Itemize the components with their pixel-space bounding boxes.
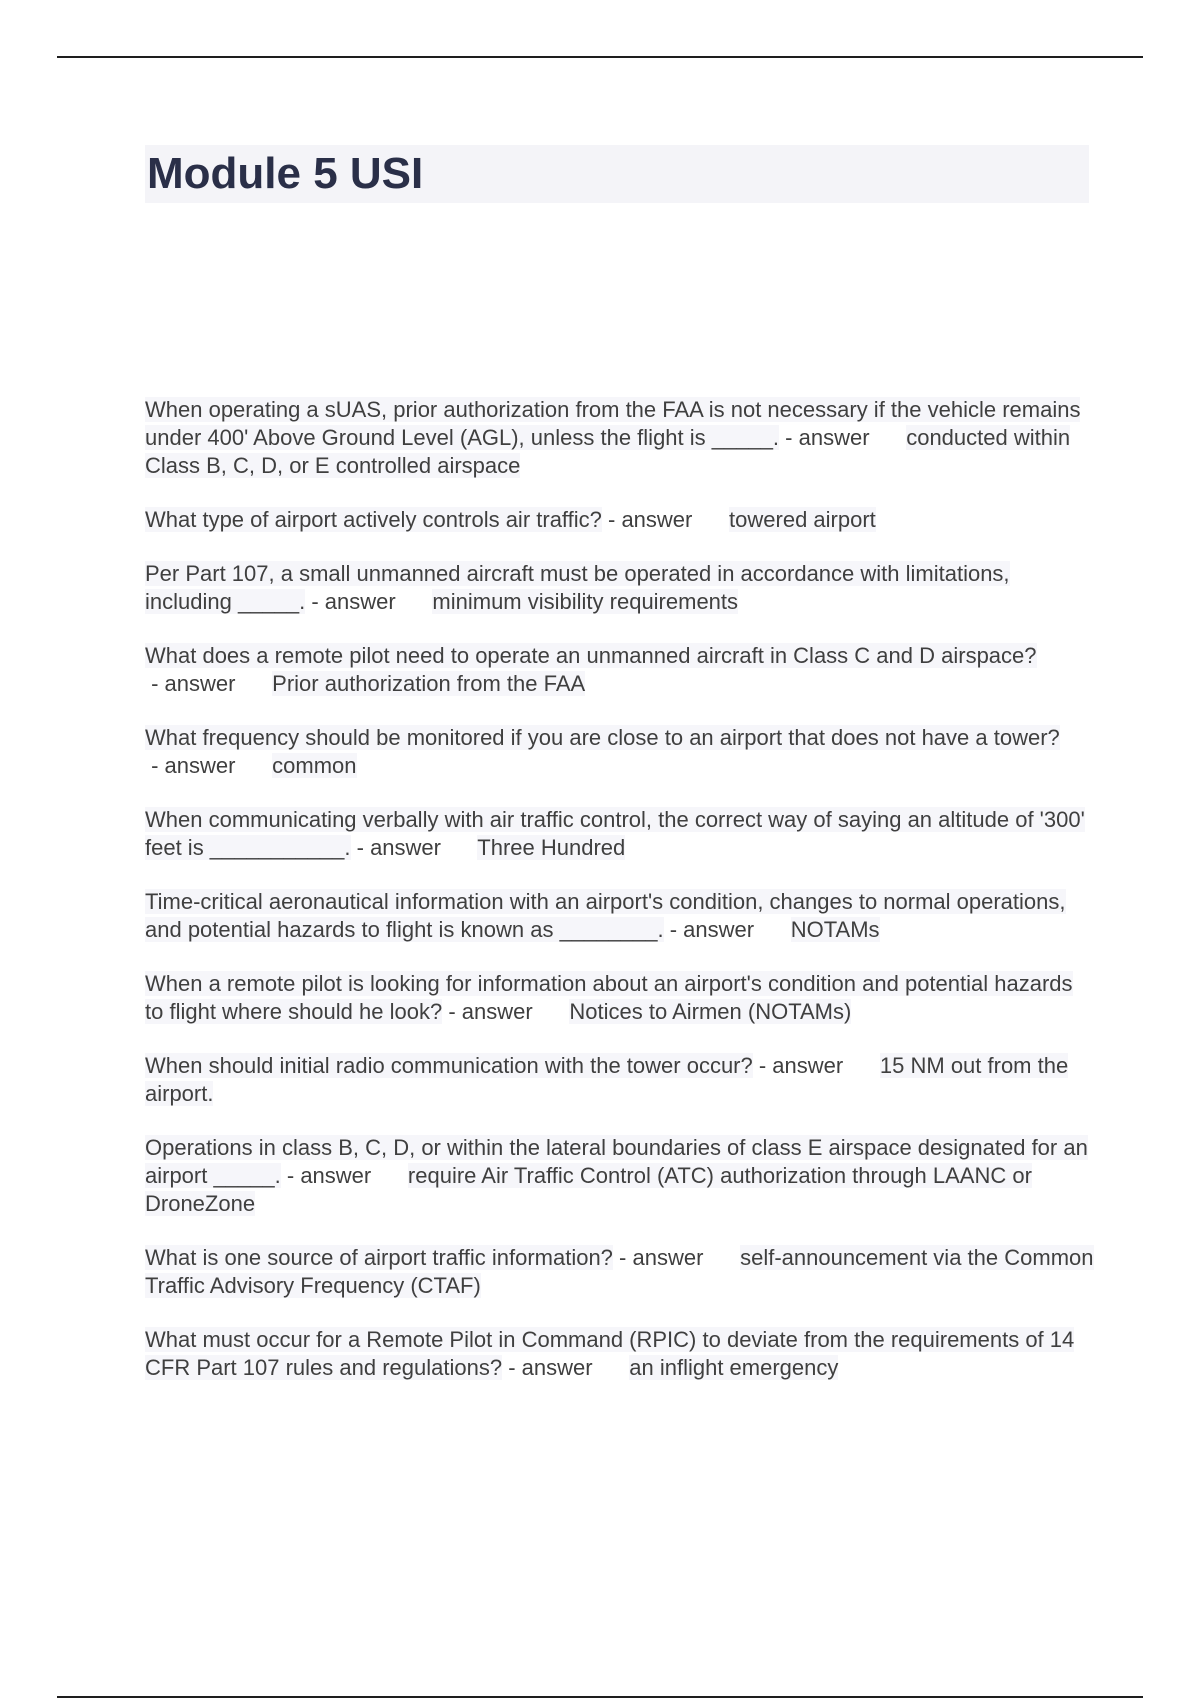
question: When should initial radio communication with the tower occur? bbox=[145, 1053, 753, 1078]
question: What must occur for a Remote Pilot in Command (RPIC) to deviate from the requirements of 14 CFR Part 107 rules and regulations? bbox=[145, 1327, 1075, 1380]
answer-separator: - answer bbox=[145, 753, 273, 778]
title-box bbox=[145, 145, 1089, 203]
page-title: Module 5 USI bbox=[147, 149, 424, 198]
top-rule bbox=[57, 56, 1143, 58]
answer: an inflight emergency bbox=[629, 1355, 839, 1380]
answer-separator: - answer bbox=[145, 671, 273, 696]
answer: require Air Traffic Control (ATC) authorization through LAANC or DroneZone bbox=[145, 1163, 1032, 1216]
answer-separator: - answer bbox=[442, 999, 570, 1024]
answer: minimum visibility requirements bbox=[432, 589, 739, 614]
qa-item-2 bbox=[145, 506, 1095, 534]
question: What is one source of airport traffic information? bbox=[145, 1245, 613, 1270]
qa-item-1 bbox=[145, 396, 1095, 480]
qa-list bbox=[145, 396, 1095, 1408]
qa-item-8 bbox=[145, 970, 1095, 1026]
answer: Notices to Airmen (NOTAMs) bbox=[569, 999, 852, 1024]
answer: towered airport bbox=[729, 507, 876, 532]
answer-separator: - answer bbox=[779, 425, 907, 450]
bottom-rule bbox=[57, 1696, 1143, 1698]
qa-item-3 bbox=[145, 560, 1095, 616]
qa-item-11 bbox=[145, 1244, 1095, 1300]
answer: conducted within Class B, C, D, or E controlled airspace bbox=[145, 425, 1071, 478]
qa-item-12 bbox=[145, 1326, 1095, 1382]
answer: self-announcement via the Common Traffic Advisory Frequency (CTAF) bbox=[145, 1245, 1094, 1298]
question: When communicating verbally with air traffic control, the correct way of saying an altitude of '300' feet is ___________. bbox=[145, 807, 1085, 860]
answer-separator: - answer bbox=[350, 835, 478, 860]
answer-separator: - answer bbox=[502, 1355, 630, 1380]
answer-separator: - answer bbox=[305, 589, 433, 614]
answer-separator: - answer bbox=[612, 1245, 741, 1270]
question: What type of airport actively controls air traffic? bbox=[145, 507, 602, 532]
qa-item-4 bbox=[145, 642, 1095, 698]
qa-item-6 bbox=[145, 806, 1095, 862]
question: Operations in class B, C, D, or within the lateral boundaries of class E airspace designated for an airport _____. bbox=[145, 1135, 1088, 1188]
qa-item-5 bbox=[145, 724, 1095, 780]
answer-separator: - answer bbox=[663, 917, 791, 942]
answer-separator: - answer bbox=[601, 507, 730, 532]
question: What frequency should be monitored if you are close to an airport that does not have a tower? bbox=[145, 725, 1060, 750]
question: When a remote pilot is looking for information about an airport's condition and potential hazards to flight where should he look? bbox=[145, 971, 1073, 1024]
answer: common bbox=[272, 753, 357, 778]
answer: Prior authorization from the FAA bbox=[272, 671, 586, 696]
question: Per Part 107, a small unmanned aircraft must be operated in accordance with limitations, including _____. bbox=[145, 561, 1010, 614]
answer: NOTAMs bbox=[790, 917, 880, 942]
qa-item-9 bbox=[145, 1052, 1095, 1108]
answer: Three Hundred bbox=[477, 835, 626, 860]
answer-separator: - answer bbox=[280, 1163, 408, 1188]
answer-separator: - answer bbox=[752, 1053, 880, 1078]
question: What does a remote pilot need to operate an unmanned aircraft in Class C and D airspace? bbox=[145, 643, 1037, 668]
question: Time-critical aeronautical information with an airport's condition, changes to normal operations, and potential hazards to flight is known as ________. bbox=[145, 889, 1066, 942]
qa-item-10 bbox=[145, 1134, 1095, 1218]
answer: 15 NM out from the airport. bbox=[145, 1053, 1069, 1106]
question: When operating a sUAS, prior authorization from the FAA is not necessary if the vehicle remains under 400' Above Ground Level (AGL), unless the flight is _____. bbox=[145, 397, 1081, 450]
qa-item-7 bbox=[145, 888, 1095, 944]
